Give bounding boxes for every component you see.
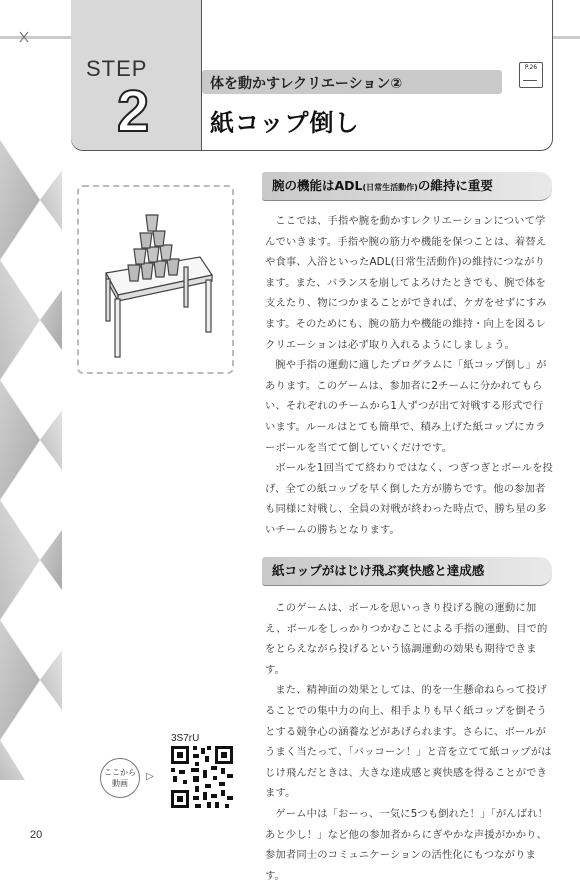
section-heading-1 bbox=[272, 172, 493, 202]
page-reference-icon bbox=[519, 62, 543, 88]
paragraph: このゲームは、ボールを思いっきり投げる腕の運動に加え、ボールをしっかりつかむことによる手指の運動、目で的をとらえながら投げるという協調運動の効果も期待できます。 bbox=[265, 602, 548, 676]
qr-code-icon[interactable] bbox=[169, 744, 235, 810]
paragraph: ゲーム中は「おーっ、一気に5つも倒れた！」「がんばれ！ あと少し！」など他の参加者からにぎやかな声援がかかり、参加者同士のコミュニケーションの活性化にもつながります。 bbox=[265, 807, 549, 882]
section-heading-1-main: 腕の機能はADL bbox=[272, 178, 363, 193]
section-subtitle: 体を動かすレクリエーション② bbox=[210, 76, 403, 92]
paragraph: ボールを1回当てて終わりではなく、つぎつぎとボールを投げ、全ての紙コップを早く倒した方が勝ちです。他の参加者も同様に対戦し、全員の対戦が終わった時点で、勝ち星の多いチームの勝ちとなります。 bbox=[265, 462, 553, 536]
section-heading-2: 紙コップがはじけ飛ぶ爽快感と達成感 bbox=[272, 563, 485, 578]
arrow-right-icon: ▷ bbox=[146, 771, 154, 782]
section-2-body bbox=[265, 598, 553, 886]
page-title: 紙コップ倒し bbox=[210, 109, 360, 137]
page-reference-text: P.26 bbox=[524, 64, 538, 71]
qr-code-label: 3S7rU bbox=[171, 733, 200, 744]
section-1-body bbox=[265, 211, 553, 541]
page-reference-line bbox=[523, 80, 537, 81]
paragraph: また、精神面の効果としては、的を一生懸命ねらって投げることでの集中力の向上、相手よりも早く紙コップを倒そうとする競争心の涵養などがあげられます。さらに、ボールがうまく当たって、「バッコーン！」と音を立てて紙コップがはじけ飛んだときは、大きな達成感と爽快感を得ることができます。 bbox=[265, 684, 552, 800]
paragraph: ここでは、手指や腕を動かすレクリエーションについて学んでいきます。手指や腕の筋力や機能を保つことは、着替えや食事、入浴といったADL(日常生活動作)の維持につながります。また、バランスを崩してよろけたときでも、腕で体を支えたり、物につかまることができれば、ケガをせずにすみます。そのためにも、腕の筋力や機能の維持・向上を図るレクリエーションは必ず取り入れるようにしましょう。 bbox=[265, 215, 547, 351]
page-number: 20 bbox=[30, 829, 43, 841]
section-heading-1-rest: の維持に重要 bbox=[417, 178, 493, 193]
side-diamond-decoration bbox=[0, 140, 62, 780]
step-number: 2 bbox=[117, 79, 150, 144]
step-word: STEP bbox=[86, 56, 148, 81]
video-link-bubble[interactable]: ここから動画 bbox=[100, 758, 140, 798]
section-heading-1-small: (日常生活動作) bbox=[362, 183, 418, 192]
paragraph: 腕や手指の運動に適したプログラムに「紙コップ倒し」があります。このゲームは、参加者に2チームに分かれてもらい、それぞれのチームから1人ずつが出て対戦する形式で行います。ルールはとても簡単で、積み上げた紙コップにカラーボールを当てて倒していくだけです。 bbox=[265, 359, 547, 454]
cup-pyramid-table-illustration bbox=[88, 195, 218, 365]
